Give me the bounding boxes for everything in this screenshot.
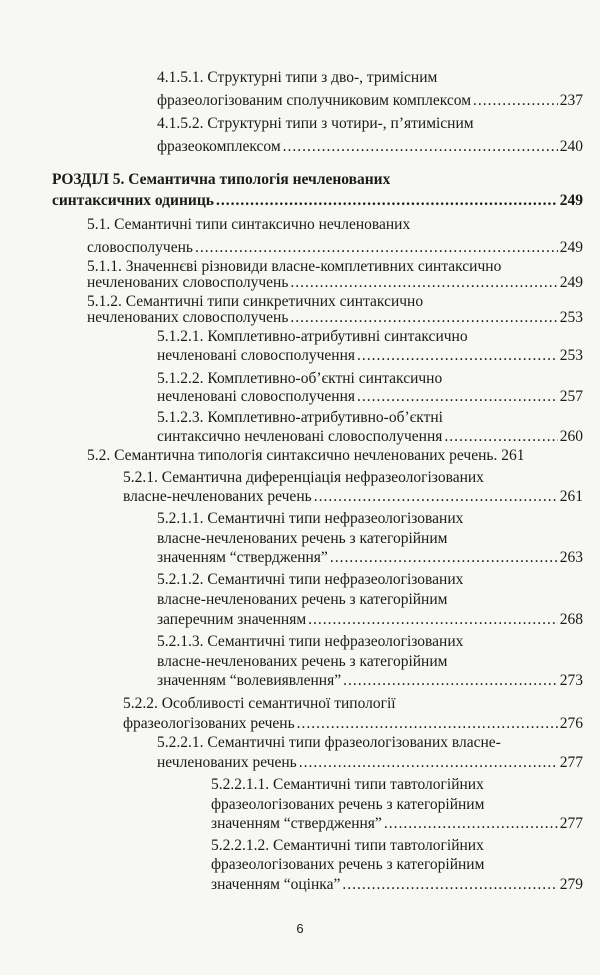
toc-entry[interactable]: значенням “волевиявлення” ..... 273 — [157, 670, 583, 692]
toc-entry[interactable]: фразеокомплексом ..... 240 — [157, 136, 583, 158]
toc-line: 5.1.2. Семантичні типи синкретичних синтаксично — [87, 293, 424, 310]
toc-entry[interactable]: синтаксично нечленовані словосполучення ..... 260 — [157, 426, 583, 448]
toc-page-number: 237 — [559, 92, 583, 109]
toc-line: 4.1.5.2. Структурні типи з чотири-, п’ятимісним — [157, 115, 474, 132]
toc-entry[interactable]: 5.2. Семантична типологія синтаксично нечленованих речень. 261 — [87, 447, 525, 464]
toc-entry[interactable]: заперечним значенням ..... 268 — [157, 609, 583, 631]
toc-line: фразеологізованих речень з категорійним — [211, 856, 485, 873]
toc-line: 5.2.2.1.1. Семантичні типи тавтологійних — [211, 776, 484, 793]
toc-entry[interactable]: значенням “ствердження” ..... 263 — [157, 547, 583, 569]
toc-page-number: 277 — [559, 754, 583, 771]
toc-chapter-entry[interactable]: синтаксичних одиниць ..... 249 — [52, 190, 583, 212]
toc-page-number: 260 — [559, 428, 583, 445]
toc-entry[interactable]: значенням “оцінка” ..... 279 — [211, 874, 583, 896]
toc-line: 5.2.2.1. Семантичні типи фразеологізованих власне- — [157, 734, 501, 751]
toc-line: 5.2.1. Семантична диференціація нефразеологізованих — [123, 469, 484, 486]
toc-page-number: 273 — [559, 672, 583, 689]
toc-page-number: 263 — [559, 549, 583, 566]
toc-line: власне-нечленованих речень з категорійним — [157, 591, 448, 608]
toc-line: 5.2.2.1.2. Семантичні типи тавтологійних — [211, 837, 484, 854]
toc-line: 5.2.1.3. Семантичні типи нефразеологізованих — [157, 633, 464, 650]
toc-line: 5.2.1.1. Семантичні типи нефразеологізованих — [157, 510, 464, 527]
toc-entry[interactable]: нечленованих словосполучень ..... 253 — [87, 307, 583, 329]
toc-line: 4.1.5.1. Структурні типи з дво-, тримісним — [157, 69, 438, 86]
toc-page-number: 276 — [559, 715, 583, 732]
toc-page-number: 240 — [559, 138, 583, 155]
toc-page-number: 249 — [559, 274, 583, 291]
toc-entry[interactable]: фразеологізованих речень ..... 276 — [123, 713, 583, 735]
toc-page-number: 249 — [559, 239, 583, 256]
toc-page-number: 279 — [559, 876, 583, 893]
toc-entry[interactable]: нечленовані словосполучення ..... 253 — [157, 345, 583, 367]
toc-line: 5.1.2.1. Комплетивно-атрибутивні синтаксично — [157, 328, 468, 345]
toc-page-number: 253 — [559, 309, 583, 326]
toc-page-number: 253 — [559, 347, 583, 364]
toc-line: 5.1.2.3. Комплетивно-атрибутивно-об’єктні — [157, 409, 443, 426]
toc-line: власне-нечленованих речень з категорійним — [157, 653, 448, 670]
toc-entry[interactable]: значенням “ствердження” ..... 277 — [211, 813, 583, 835]
toc-entry[interactable]: фразеологізованим сполучниковим комплексом ..... 237 — [157, 90, 583, 112]
toc-page-number: 268 — [559, 611, 583, 628]
toc-page-number: 261 — [559, 488, 583, 505]
toc-line: фразеологізованих речень з категорійним — [211, 796, 485, 813]
toc-page-number: 261 — [501, 447, 525, 464]
toc-line: 5.1.1. Значеннєві різновиди власне-комплетивних синтаксично — [87, 258, 502, 275]
toc-line: 5.2.1.2. Семантичні типи нефразеологізованих — [157, 571, 464, 588]
toc-page-number: 249 — [559, 192, 583, 209]
toc-page-number: 277 — [559, 815, 583, 832]
toc-entry[interactable]: словосполучень ..... 249 — [87, 237, 583, 259]
toc-line: 5.1. Семантичні типи синтаксично нечленованих — [87, 216, 411, 233]
toc-page-number: 257 — [559, 388, 583, 405]
toc-line: 5.2.2. Особливості семантичної типології — [123, 695, 396, 712]
toc-entry[interactable]: нечленованих речень ..... 277 — [157, 752, 583, 774]
toc-chapter-title: РОЗДІЛ 5. Семантична типологія нечленованих — [52, 171, 391, 188]
page-number: 6 — [296, 921, 304, 936]
toc-line: власне-нечленованих речень з категорійним — [157, 530, 448, 547]
toc-line: 5.1.2.2. Комплетивно-об’єктні синтаксично — [157, 370, 443, 387]
toc-entry[interactable]: власне-нечленованих речень ..... 261 — [123, 486, 583, 508]
toc-entry[interactable]: нечленованих словосполучень ..... 249 — [87, 272, 583, 294]
toc-entry[interactable]: нечленовані словосполучення ..... 257 — [157, 386, 583, 408]
